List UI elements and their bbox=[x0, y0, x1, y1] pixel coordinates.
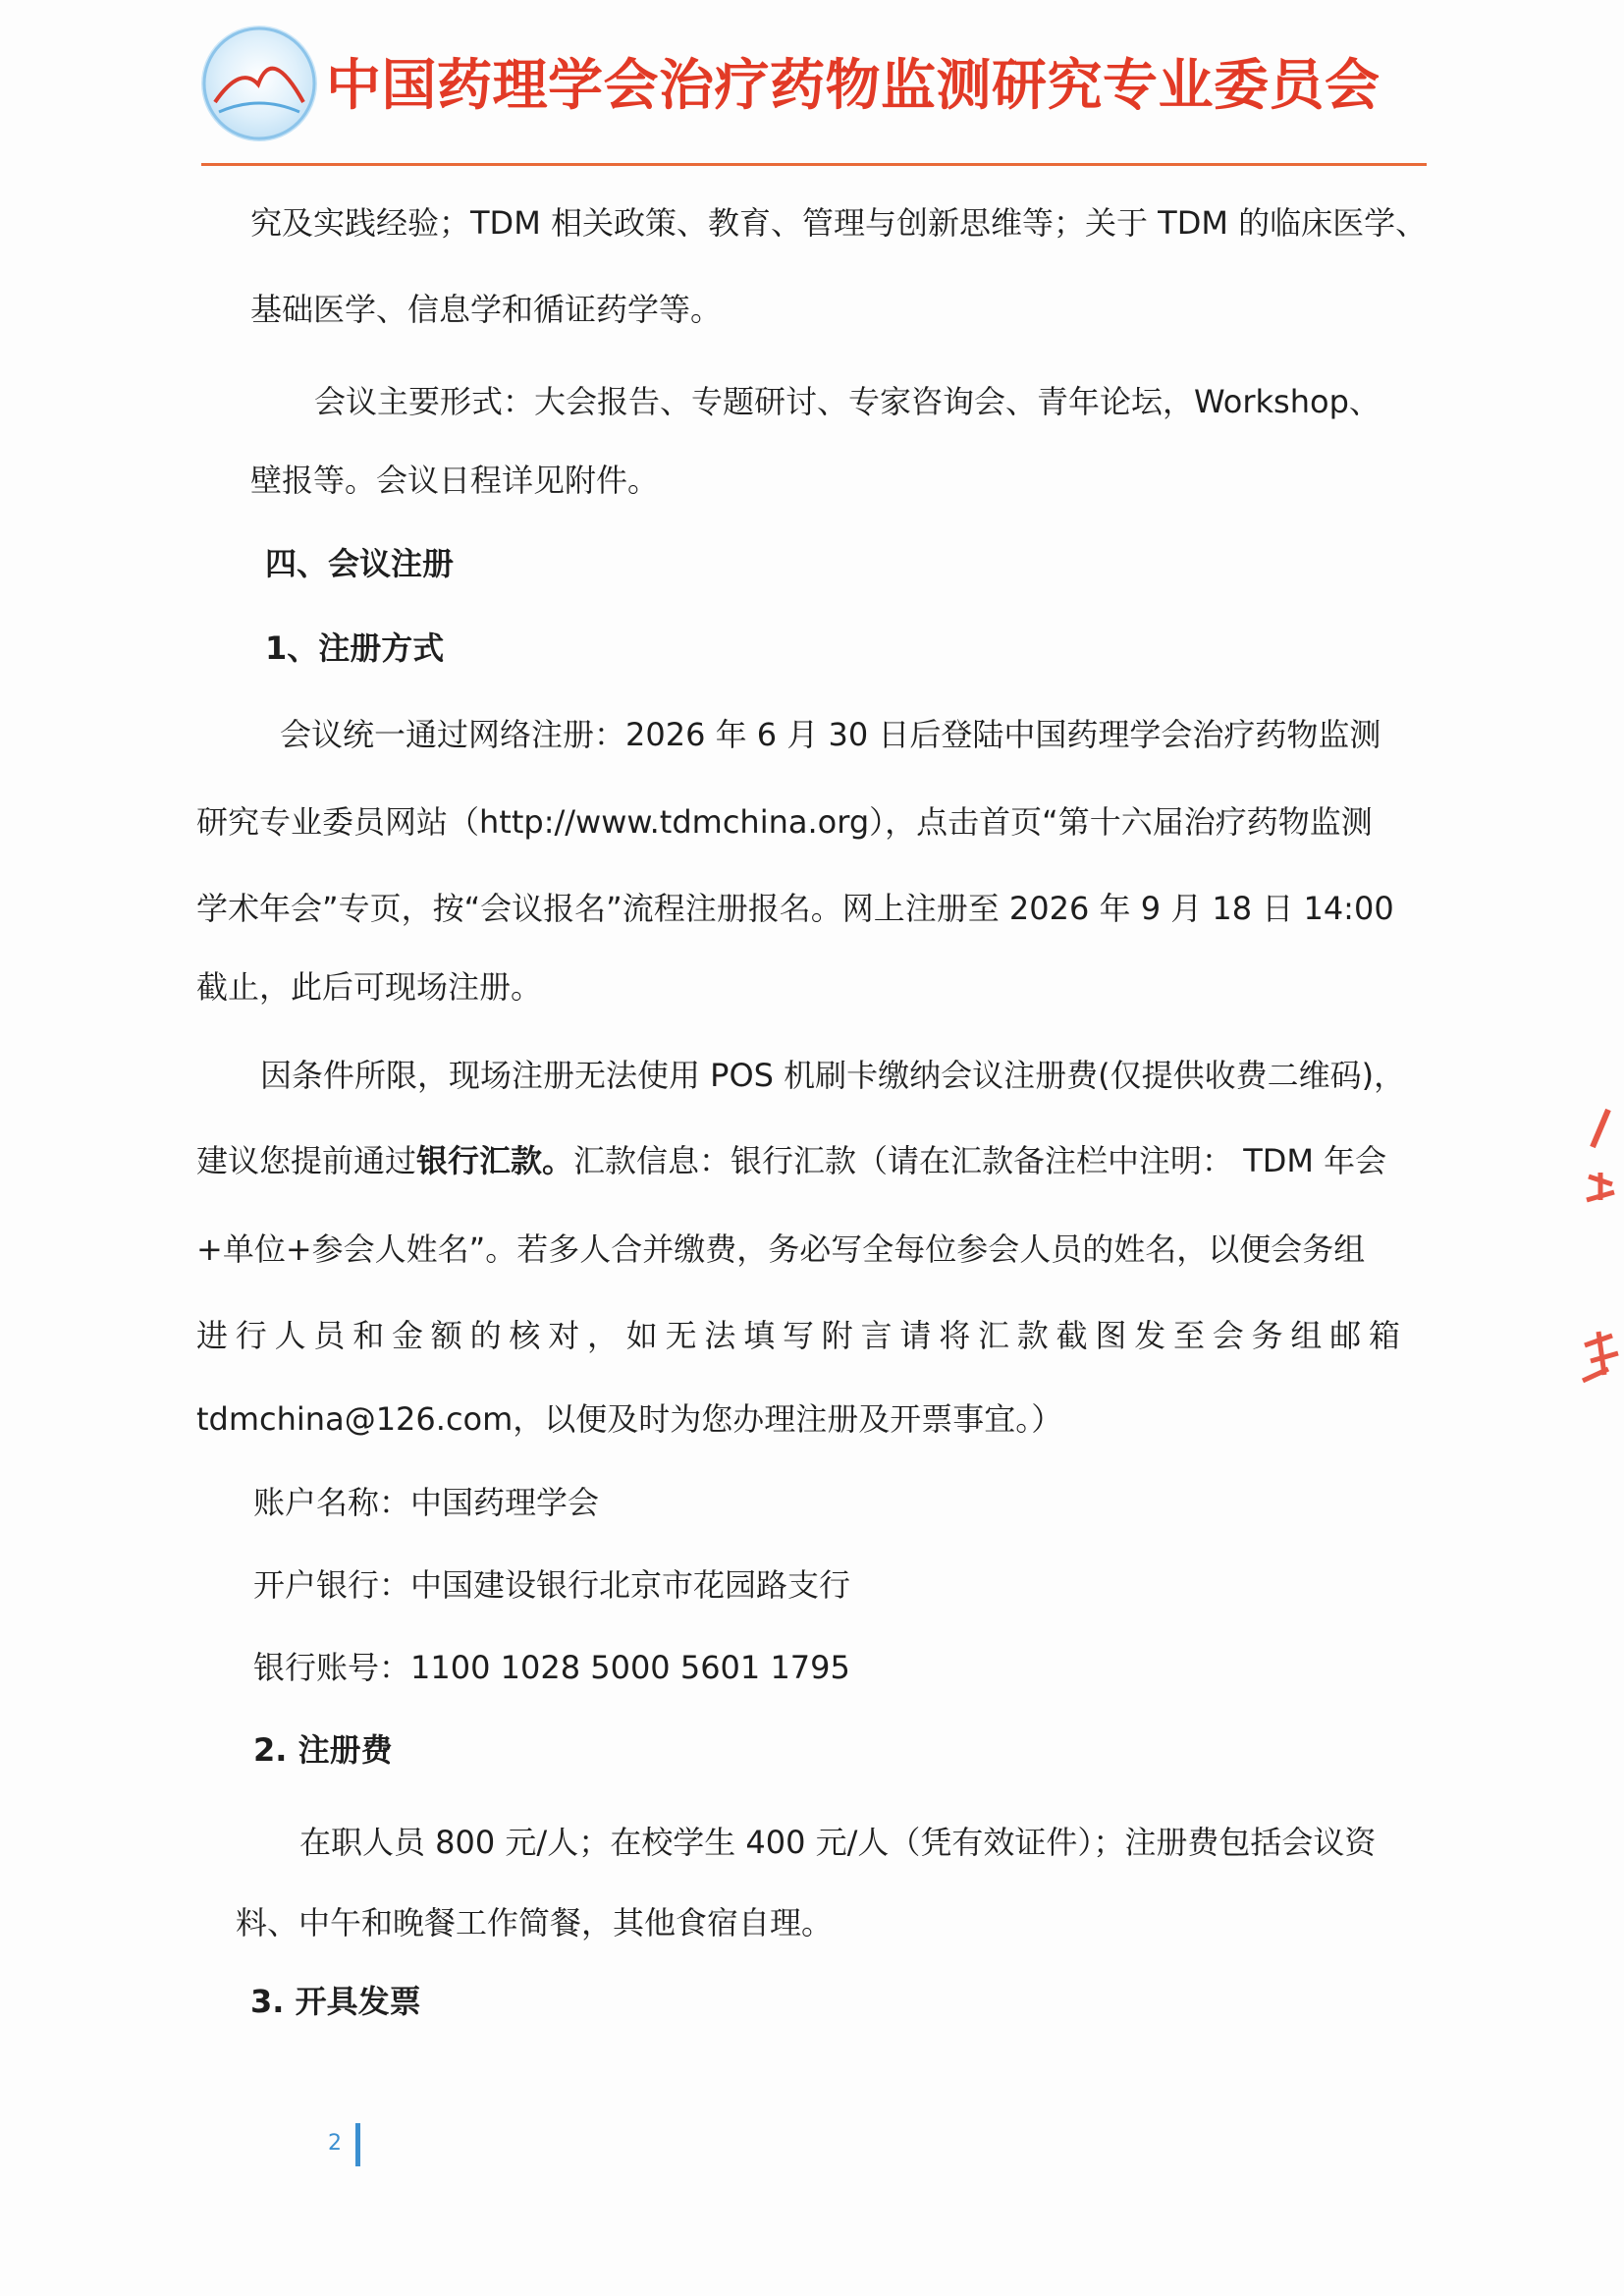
bank-transfer-emphasis: 银行汇款。 bbox=[416, 1142, 574, 1179]
paragraph-line: 会议主要形式：大会报告、专题研讨、专家咨询会、青年论坛，Workshop、 bbox=[314, 383, 1380, 420]
subsection-heading: 1、注册方式 bbox=[265, 629, 445, 667]
paragraph-line bbox=[196, 1139, 1386, 1182]
subsection-heading: 3. 开具发票 bbox=[250, 1983, 421, 2020]
paragraph-line: 基础医学、信息学和循证药学等。 bbox=[250, 291, 723, 328]
page-number-bar bbox=[355, 2123, 360, 2166]
text-run: 汇款信息：银行汇款（请在汇款备注栏中注明： TDM 年会 bbox=[573, 1142, 1387, 1179]
paragraph-line: 壁报等。会议日程详见附件。 bbox=[250, 462, 660, 499]
paragraph-line: 学术年会”专页，按“会议报名”流程注册报名。网上注册至 2026 年 9 月 18 日 14:00 bbox=[196, 890, 1394, 927]
header-title: 中国药理学会治疗药物监测研究专业委员会 bbox=[326, 54, 1380, 118]
page-number: 2 bbox=[328, 2131, 342, 2156]
seal-stamp-edge-icon bbox=[1579, 1090, 1624, 1424]
paragraph-line: 进行人员和金额的核对，如无法填写附言请将汇款截图发至会务组邮箱 bbox=[196, 1317, 1408, 1354]
paragraph-line: 会议统一通过网络注册：2026 年 6 月 30 日后登陆中国药理学会治疗药物监测 bbox=[280, 716, 1381, 753]
text-run: 建议您提前通过 bbox=[196, 1142, 417, 1179]
society-logo bbox=[201, 26, 317, 141]
subsection-heading: 2. 注册费 bbox=[253, 1731, 393, 1769]
header-divider bbox=[201, 163, 1427, 166]
paragraph-line: 因条件所限，现场注册无法使用 POS 机刷卡缴纳会议注册费(仅提供收费二维码)， bbox=[260, 1057, 1406, 1094]
bank-name: 开户银行：中国建设银行北京市花园路支行 bbox=[253, 1566, 851, 1604]
paragraph-line: tdmchina@126.com，以便及时为您办理注册及开票事宜。） bbox=[196, 1400, 1063, 1438]
paragraph-line: 研究专业委员网站（http://www.tdmchina.org），点击首页“第十六届治疗药物监测 bbox=[196, 803, 1373, 841]
paragraph-line: 料、中午和晚餐工作简餐，其他食宿自理。 bbox=[236, 1904, 834, 1941]
account-name: 账户名称：中国药理学会 bbox=[253, 1484, 600, 1521]
logo-graphic-icon bbox=[201, 26, 317, 141]
account-number: 银行账号：1100 1028 5000 5601 1795 bbox=[253, 1649, 850, 1686]
paragraph-line: 究及实践经验；TDM 相关政策、教育、管理与创新思维等；关于 TDM 的临床医学、 bbox=[250, 204, 1428, 242]
paragraph-line: +单位+参会人姓名”。若多人合并缴费，务必写全每位参会人员的姓名，以便会务组 bbox=[196, 1230, 1366, 1268]
section-heading: 四、会议注册 bbox=[265, 545, 455, 582]
paragraph-line: 在职人员 800 元/人；在校学生 400 元/人（凭有效证件）；注册费包括会议资 bbox=[299, 1824, 1377, 1861]
paragraph-line: 截止，此后可现场注册。 bbox=[196, 968, 543, 1006]
